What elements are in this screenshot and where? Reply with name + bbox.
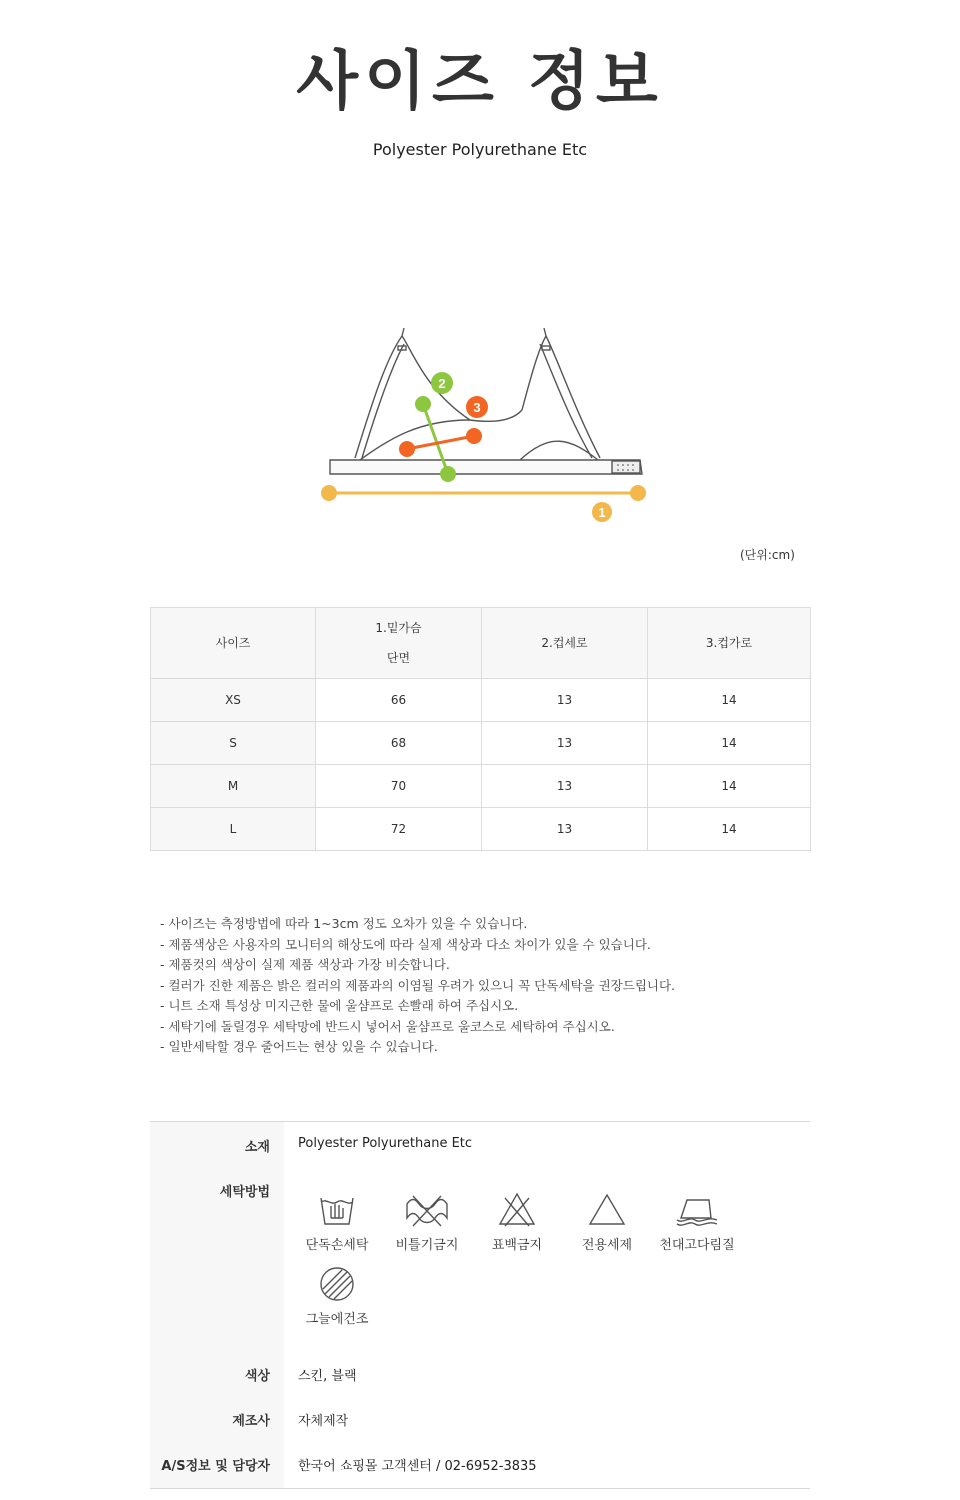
note-item: - 컬러가 진한 제품은 밝은 컬러의 제품과의 이염될 우려가 있으니 꼭 단독세탁을 권장드립니다.: [160, 977, 676, 993]
shade-dry-icon: [317, 1264, 357, 1304]
no-bleach-icon: [497, 1190, 537, 1230]
product-info-table: [150, 1121, 810, 1489]
measure-end-2a: [415, 396, 431, 412]
header-underbust-line1: 1.밑가슴: [375, 621, 422, 635]
measure-badge-1-label: 1: [598, 505, 606, 520]
underbust-cell: 68: [316, 722, 482, 765]
size-cell: L: [151, 808, 316, 851]
cup-width-col-header: [648, 608, 811, 679]
no-wring-icon: [403, 1190, 451, 1230]
underbust-cell: 66: [316, 679, 482, 722]
size-col-header: [151, 608, 316, 679]
wash-item-no-bleach: [472, 1190, 562, 1253]
measure-end-1a: [321, 485, 337, 501]
wash-label-detergent: 전용세제: [581, 1238, 633, 1253]
underbust-col-header: [316, 608, 482, 679]
as-label: A/S정보 및 담당자: [161, 1459, 270, 1474]
measure-end-2b: [440, 466, 456, 482]
table-row: [151, 808, 811, 851]
measure-badge-2-label: 2: [438, 376, 446, 391]
note-item: - 세탁기에 돌릴경우 세탁망에 반드시 넣어서 울샴프로 울코스로 세탁하여 주십시오.: [160, 1018, 615, 1034]
cup-height-cell: 13: [482, 679, 648, 722]
wash-item-no-wring: [382, 1190, 472, 1253]
wash-item-detergent: [562, 1190, 652, 1253]
wash-item-iron: [652, 1190, 742, 1253]
page-title: 사이즈 정보: [296, 45, 664, 119]
measure-badge-3-label: 3: [473, 400, 481, 415]
detergent-icon: [587, 1190, 627, 1230]
material-value: Polyester Polyurethane Etc: [298, 1136, 473, 1151]
wash-label-hand-wash: 단독손세탁: [305, 1238, 369, 1253]
note-item: - 제품컷의 색상이 실제 제품 색상과 가장 비슷합니다.: [160, 957, 450, 972]
as-value: 한국어 쇼핑몰 고객센터 / 02-6952-3835: [298, 1459, 537, 1474]
bra-measurement-diagram: [300, 320, 660, 540]
measure-end-1b: [630, 485, 646, 501]
note-item: - 제품색상은 사용자의 모니터의 해상도에 따라 실제 색상과 다소 차이가 있을 수 있습니다.: [160, 936, 651, 952]
table-row: [151, 679, 811, 722]
note-item: - 사이즈는 측정방법에 따라 1~3cm 정도 오차가 있을 수 있습니다.: [160, 916, 528, 931]
size-cell: M: [151, 765, 316, 808]
size-cell: S: [151, 722, 316, 765]
cup-height-col-header: [482, 608, 648, 679]
cup-width-cell: 14: [648, 808, 811, 851]
iron-cloth-icon: [673, 1190, 721, 1230]
cup-width-cell: 14: [648, 765, 811, 808]
wash-item-hand-wash: [292, 1190, 382, 1253]
table-row: [151, 765, 811, 808]
underbust-cell: 72: [316, 808, 482, 851]
header-underbust-line2: 단면: [386, 651, 411, 665]
header-cup-height: 2.컵세로: [541, 636, 588, 650]
wash-label: 세탁방법: [219, 1185, 270, 1200]
size-table-header-row: [151, 608, 811, 679]
note-item: - 일반세탁할 경우 줄어드는 현상 있을 수 있습니다.: [160, 1039, 438, 1054]
cup-width-cell: 14: [648, 722, 811, 765]
material-subtitle: Polyester Polyurethane Etc: [372, 140, 588, 159]
size-cell: XS: [151, 679, 316, 722]
size-table: [150, 607, 811, 851]
measure-end-3b: [466, 428, 482, 444]
wash-label-shade-dry: 그늘에건조: [305, 1312, 369, 1327]
material-label: 소재: [244, 1140, 270, 1155]
underbust-cell: 70: [316, 765, 482, 808]
wash-label-no-wring: 비틀기금지: [395, 1238, 459, 1253]
table-row: [151, 722, 811, 765]
header-size: 사이즈: [215, 636, 251, 650]
cup-height-cell: 13: [482, 765, 648, 808]
maker-label: 제조사: [232, 1414, 270, 1429]
cup-width-cell: 14: [648, 679, 811, 722]
wash-label-no-bleach: 표백금지: [491, 1238, 543, 1253]
color-label: 색상: [244, 1369, 270, 1384]
color-value: 스킨, 블랙: [298, 1369, 357, 1384]
measure-line-3: [407, 436, 474, 449]
measure-end-3a: [399, 441, 415, 457]
cup-height-cell: 13: [482, 722, 648, 765]
info-label-column: [150, 1122, 284, 1488]
size-notes: [160, 914, 675, 1058]
wash-label-iron: 천대고다림질: [659, 1238, 735, 1253]
maker-value: 자체제작: [298, 1414, 349, 1429]
note-item: - 니트 소재 특성상 미지근한 물에 울샴프로 손빨래 하여 주십시오.: [160, 998, 519, 1013]
header-cup-width: 3.컵가로: [705, 636, 753, 650]
cup-height-cell: 13: [482, 808, 648, 851]
unit-label: (단위:cm): [740, 548, 795, 562]
hand-wash-icon: [317, 1190, 357, 1230]
wash-item-shade-dry: [292, 1264, 382, 1327]
